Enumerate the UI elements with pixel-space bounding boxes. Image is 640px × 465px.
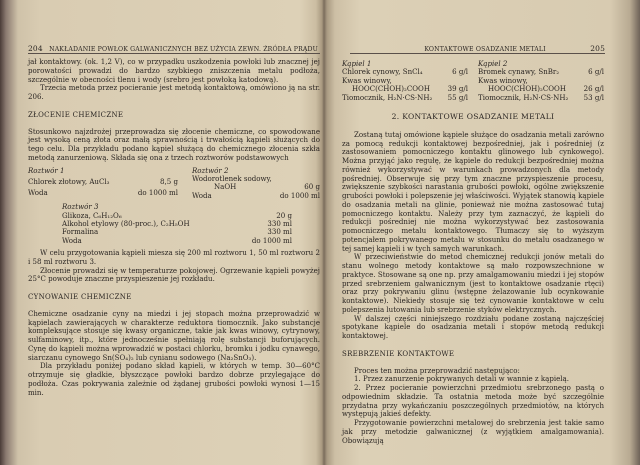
section-title: 2. KONTAKTOWE OSADZANIE METALI — [391, 112, 555, 122]
paragraph: Trzecia metoda przez pocieranie jest metodą kontaktową, omówiono ją na str. 206. — [28, 83, 320, 101]
amount: 6 g/l — [452, 67, 468, 77]
bath-label: Kąpiel 1 — [342, 59, 372, 68]
ingredient: HOOC(CHOH)₂COOH — [488, 84, 566, 94]
left-running-title: NAKŁADANIE POWŁOK GALWANICZNYCH BEZ UŻYCIA ZEWN. ŹRÓDŁA PRĄDU — [49, 46, 319, 53]
left-running-head — [28, 44, 320, 53]
ingredient: Kwas winowy, — [342, 75, 392, 85]
paragraph: Stosunkowo najzdrożej przeprowadza się złocenie chemiczne, co spowodowane jest wysoką ceną złota oraz małą sprawnością i trwałością kąpieli służących do tego celu. Dla przykładu podano kąpiel służącą do chemicznego złocenia szkła metodą zanurzeniową. Składa się ona z trzech roztworów podstawowych — [28, 126, 320, 162]
bath-label: Kąpiel 2 — [478, 59, 508, 68]
bath-2-table — [478, 60, 604, 102]
ingredient: Chlorek złotowy, AuCl₃ — [28, 176, 110, 186]
solution-1-table — [28, 167, 178, 201]
solutions-block — [28, 167, 320, 201]
ingredient: NaOH — [214, 182, 237, 192]
bath-1-table — [342, 60, 468, 102]
ingredient: Kwas winowy, — [478, 75, 528, 85]
solution-label: Roztwór 1 — [28, 165, 65, 175]
list-item: 1. Przez zanurzenie pokrywanych detali w wannie z kąpielą. — [354, 374, 569, 384]
section-heading-tin: CYNOWANIE CHEMICZNE — [28, 293, 132, 302]
amount: do 1000 ml — [251, 235, 292, 245]
ingredient: Wodorotlenek sodowy, — [192, 173, 272, 183]
section-heading-gold: ZŁOCENIE CHEMICZNE — [28, 110, 124, 119]
paragraph: W przeciwieństwie do metod chemicznej redukcji jonów metali do stanu wolnego metody kontaktowe są mało rozpowszechnione w praktyce. Stosowane są one np. przy amalgamowaniu miedzi i jej stopów przed srebrzeniem galwanicznym (jest to kontaktowe osadzanie rtęci) oraz przy pokrywaniu glinu (wstępne żelazowanie lub ocynkowanie kontaktowe). Niekiedy stosuje się też cynowanie kontaktowe w celu polepszenia lutowania lub srebrzenie styków elektrycznych. — [342, 252, 604, 314]
ingredient: Tiomocznik, H₂N·CS·NH₂ — [342, 92, 433, 102]
paragraph: Przygotowanie powierzchni metalowej do srebrzenia jest takie samo jak przy metodzie galwanicznej (z wyjątkiem amalgamowania). Obowiązują — [342, 418, 604, 445]
amount: 55 g/l — [447, 92, 468, 102]
solution-2-table — [192, 167, 320, 201]
solution-3-table — [62, 203, 292, 245]
amount: 26 g/l — [583, 84, 604, 94]
left-page — [28, 58, 320, 397]
ingredient: Woda — [192, 190, 212, 200]
amount: 20 g — [276, 210, 292, 220]
paragraph: W celu przygotowania kąpieli miesza się 200 ml roztworu 1, 50 ml roztworu 2 i 58 ml roztworu 3. — [28, 248, 320, 266]
amount: 330 ml — [267, 227, 292, 237]
amount: 39 g/l — [447, 84, 468, 94]
right-running-title: KONTAKTOWE OSADZANIE METALI — [424, 46, 546, 53]
ingredient: Formalina — [62, 227, 99, 237]
amount: 8,5 g — [160, 176, 178, 186]
paragraph: Dla przykładu poniżej podano skład kąpieli, w których w temp. 30—60°C otrzymuje się gładkie, błyszczące powłoki bardzo dobrze przylegające do podłoża. Czas pokrywania zależnie od żądanej grubości powłoki wynosi 1—15 min. — [28, 361, 320, 397]
paragraph: Chemiczne osadzanie cyny na miedzi i jej stopach można przeprowadzić w kąpielach zawierających w charakterze reduktora tiomocznik. Jako substancje kompleksujące stosuje się kwasy organiczne, takie jak kwas winowy, cytrynowy, sulfaminowy, itp., które jednocześnie spełniają rolę substancji buforujących. Cynę do kąpieli można wprowadzić w postaci chlorku, bromku i jodku cynawego, siarczanu cynowego Sn(SO₄)₂ lub cynianu sodowego (Na₂SnO₃). — [28, 308, 320, 362]
ingredient: Woda — [28, 187, 48, 197]
left-header-rule — [28, 53, 320, 54]
amount: 60 g — [304, 182, 320, 192]
ingredient: Chlorek cynowy, SnCl₄ — [342, 67, 423, 77]
ingredient: Alkohol etylowy (80-proc.), C₂H₅OH — [62, 218, 190, 228]
list-item: 2. Przez pocieranie powierzchni przedmiotu srebrzonego pastą o odpowiednim składzie. Ta ostatnia metoda może być szczególnie przydatna przy wykańczaniu poszczególnych przedmiotów, na których występują jakieś defekty. — [342, 383, 604, 419]
left-page-number: 204 — [28, 44, 43, 53]
ingredient: Bromek cynawy, SnBr₂ — [478, 67, 560, 77]
paragraph: jał kontaktowy. (ok. 1,2 V), co w przypadku uszkodzenia powłoki lub znacznej jej porowatości prowadzi do bardzo szybkiego zniszczenia metalu podłoża, szczególnie w obecności tlenu i wody (srebro jest powłoką katodową). — [28, 57, 320, 84]
amount: do 1000 ml — [137, 187, 178, 197]
ingredient: Glikoza, C₆H₁₂O₆ — [62, 210, 122, 220]
ingredient: HOOC(CHOH)₂COOH — [352, 84, 430, 94]
paragraph: Złocenie prowadzi się w temperaturze pokojowej. Ogrzewanie kąpieli powyżej 25°C powoduje znaczne przyspieszenie jej rozkładu. — [28, 265, 320, 284]
baths-block — [342, 60, 604, 102]
right-page — [342, 60, 604, 445]
paragraph: Proces ten można przeprowadzić następująco: — [354, 365, 520, 375]
paragraph: Zostaną tutaj omówione kąpiele służące do osadzania metali zarówno za pomocą redukcji kontaktowej bezpośredniej, jak i pośredniej (z zastosowaniem pomocniczego kontaktu glinowego lub cynkowego). Można przyjąć jako regułę, że kąpiele do redukcji bezpośredniej można również wykorzystywać w warunkach prowadzonych dla metody pośredniej. Obserwuje się przy tym znaczne przyspieszenie procesu, zwiększenie szybkości narastania grubości powłoki, ogólne zwiększenie grubości powłoki i polepszenie jej właściwości. Wyjątek stanowią kąpiele do osadzania metali na glinie, ponieważ nie można zastosować tutaj pomocniczego kontaktu. Należy przy tym zaznaczyć, że kąpieli do redukcji pośredniej nie można wykorzystywać bez zastosowania pomocniczego metalu kontaktowego. Tłumaczy się to wyższym potencjałem pokrywanego metalu w stosunku do metalu osadzanego w tej samej kąpieli i w tych samych warunkach. — [342, 129, 604, 253]
amount: 53 g/l — [583, 92, 604, 102]
ingredient: Woda — [62, 235, 82, 245]
amount: do 1000 ml — [279, 190, 320, 200]
ingredient: Tiomocznik, H₂N·CS·NH₂ — [478, 92, 569, 102]
solution-label: Roztwór 3 — [62, 202, 99, 212]
solution-label: Roztwór 2 — [192, 165, 229, 175]
amount: 330 ml — [267, 218, 292, 228]
paragraph: W dalszej części niniejszego rozdziału podane zostaną najczęściej spotykane kąpiele do osadzania metali i stopów metodą redukcji kontaktowej. — [342, 313, 604, 341]
section-heading-silver: SREBRZENIE KONTAKTOWE — [342, 349, 455, 358]
amount: 6 g/l — [588, 67, 604, 77]
right-page-number: 205 — [590, 44, 605, 53]
right-running-head — [350, 44, 605, 53]
right-header-rule — [350, 53, 605, 54]
